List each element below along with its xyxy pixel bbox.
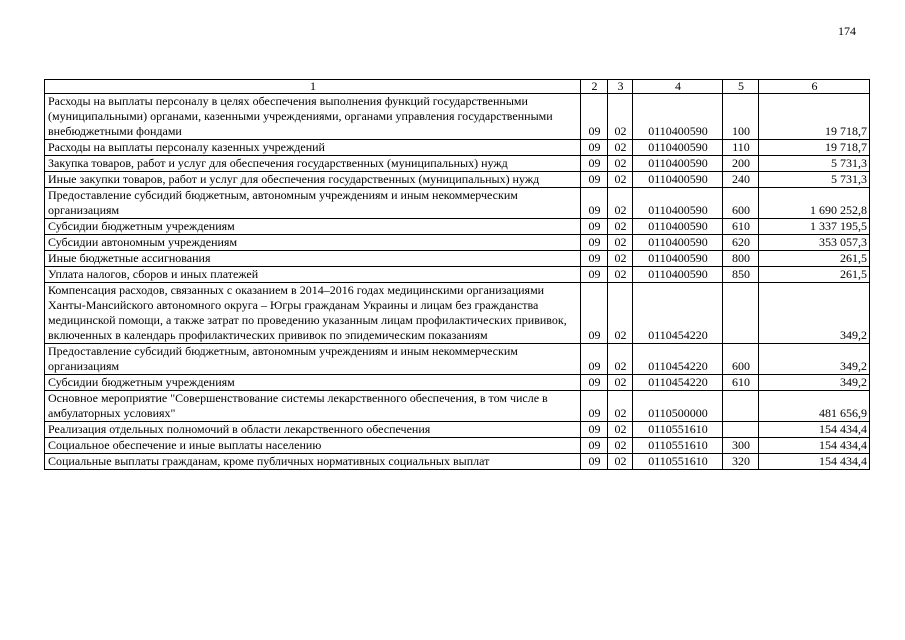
column-header: 5 xyxy=(723,80,759,94)
amount: 5 731,3 xyxy=(759,156,870,172)
amount: 19 718,7 xyxy=(759,94,870,140)
section-code: 09 xyxy=(581,172,608,188)
amount: 261,5 xyxy=(759,267,870,283)
section-code: 09 xyxy=(581,283,608,344)
table-row xyxy=(45,188,870,219)
subsection-code: 02 xyxy=(608,267,633,283)
target-article-code: 0110400590 xyxy=(633,188,723,219)
row-description: Закупка товаров, работ и услуг для обеспечения государственных (муниципальных) нужд xyxy=(45,156,581,172)
target-article-code: 0110500000 xyxy=(633,391,723,422)
expense-type-code: 850 xyxy=(723,267,759,283)
expense-type-code: 600 xyxy=(723,344,759,375)
table-row xyxy=(45,235,870,251)
target-article-code: 0110400590 xyxy=(633,156,723,172)
row-description: Расходы на выплаты персоналу в целях обеспечения выполнения функций государственными (муниципальными) органами, казенными учреждениями, органами управления государственными внебюджетными фондами xyxy=(45,94,581,140)
table-row xyxy=(45,391,870,422)
column-header: 6 xyxy=(759,80,870,94)
amount: 349,2 xyxy=(759,375,870,391)
expense-type-code: 600 xyxy=(723,188,759,219)
section-code: 09 xyxy=(581,251,608,267)
section-code: 09 xyxy=(581,454,608,470)
table-body xyxy=(45,94,870,470)
row-description: Иные закупки товаров, работ и услуг для обеспечения государственных (муниципальных) нужд xyxy=(45,172,581,188)
subsection-code: 02 xyxy=(608,283,633,344)
budget-table xyxy=(44,79,870,470)
section-code: 09 xyxy=(581,344,608,375)
row-description: Субсидии бюджетным учреждениям xyxy=(45,219,581,235)
amount: 349,2 xyxy=(759,344,870,375)
subsection-code: 02 xyxy=(608,391,633,422)
subsection-code: 02 xyxy=(608,140,633,156)
amount: 261,5 xyxy=(759,251,870,267)
expense-type-code: 200 xyxy=(723,156,759,172)
section-code: 09 xyxy=(581,219,608,235)
subsection-code: 02 xyxy=(608,156,633,172)
expense-type-code xyxy=(723,391,759,422)
amount: 353 057,3 xyxy=(759,235,870,251)
column-header: 1 xyxy=(45,80,581,94)
row-description: Социальное обеспечение и иные выплаты населению xyxy=(45,438,581,454)
subsection-code: 02 xyxy=(608,375,633,391)
table-row xyxy=(45,156,870,172)
subsection-code: 02 xyxy=(608,454,633,470)
amount: 1 337 195,5 xyxy=(759,219,870,235)
row-description: Расходы на выплаты персоналу казенных учреждений xyxy=(45,140,581,156)
section-code: 09 xyxy=(581,267,608,283)
table-row xyxy=(45,375,870,391)
section-code: 09 xyxy=(581,235,608,251)
column-number-row xyxy=(45,80,870,94)
expense-type-code: 110 xyxy=(723,140,759,156)
table-row xyxy=(45,283,870,344)
expense-type-code: 300 xyxy=(723,438,759,454)
table-row xyxy=(45,454,870,470)
row-description: Предоставление субсидий бюджетным, автономным учреждениям и иным некоммерческим организациям xyxy=(45,188,581,219)
expense-type-code xyxy=(723,283,759,344)
target-article-code: 0110551610 xyxy=(633,438,723,454)
target-article-code: 0110551610 xyxy=(633,422,723,438)
amount: 349,2 xyxy=(759,283,870,344)
row-description: Реализация отдельных полномочий в области лекарственного обеспечения xyxy=(45,422,581,438)
table-row xyxy=(45,140,870,156)
section-code: 09 xyxy=(581,188,608,219)
row-description: Уплата налогов, сборов и иных платежей xyxy=(45,267,581,283)
row-description: Предоставление субсидий бюджетным, автономным учреждениям и иным некоммерческим организациям xyxy=(45,344,581,375)
target-article-code: 0110454220 xyxy=(633,375,723,391)
target-article-code: 0110454220 xyxy=(633,344,723,375)
subsection-code: 02 xyxy=(608,219,633,235)
table-row xyxy=(45,94,870,140)
section-code: 09 xyxy=(581,94,608,140)
target-article-code: 0110400590 xyxy=(633,140,723,156)
target-article-code: 0110454220 xyxy=(633,283,723,344)
amount: 154 434,4 xyxy=(759,454,870,470)
table-row xyxy=(45,438,870,454)
amount: 19 718,7 xyxy=(759,140,870,156)
expense-type-code xyxy=(723,422,759,438)
table-row xyxy=(45,172,870,188)
amount: 1 690 252,8 xyxy=(759,188,870,219)
subsection-code: 02 xyxy=(608,344,633,375)
column-header: 4 xyxy=(633,80,723,94)
target-article-code: 0110400590 xyxy=(633,219,723,235)
row-description: Субсидии автономным учреждениям xyxy=(45,235,581,251)
section-code: 09 xyxy=(581,156,608,172)
target-article-code: 0110400590 xyxy=(633,94,723,140)
section-code: 09 xyxy=(581,140,608,156)
table-row xyxy=(45,251,870,267)
expense-type-code: 610 xyxy=(723,375,759,391)
subsection-code: 02 xyxy=(608,438,633,454)
target-article-code: 0110400590 xyxy=(633,267,723,283)
amount: 154 434,4 xyxy=(759,422,870,438)
column-header: 2 xyxy=(581,80,608,94)
row-description: Иные бюджетные ассигнования xyxy=(45,251,581,267)
subsection-code: 02 xyxy=(608,422,633,438)
amount: 481 656,9 xyxy=(759,391,870,422)
table-row xyxy=(45,219,870,235)
expense-type-code: 610 xyxy=(723,219,759,235)
subsection-code: 02 xyxy=(608,235,633,251)
column-header: 3 xyxy=(608,80,633,94)
row-description: Компенсация расходов, связанных с оказанием в 2014–2016 годах медицинскими организациями Ханты-Мансийского автономного округа – Югры гражданам Украины и лицам без гражданства медицинской помощи, а также затрат по проведению указанным лицам профилактических прививок, включенных в календарь профилактических прививок по эпидемическим показаниям xyxy=(45,283,581,344)
section-code: 09 xyxy=(581,422,608,438)
section-code: 09 xyxy=(581,375,608,391)
row-description: Субсидии бюджетным учреждениям xyxy=(45,375,581,391)
row-description: Социальные выплаты гражданам, кроме публичных нормативных социальных выплат xyxy=(45,454,581,470)
expense-type-code: 240 xyxy=(723,172,759,188)
expense-type-code: 100 xyxy=(723,94,759,140)
subsection-code: 02 xyxy=(608,172,633,188)
table-row xyxy=(45,267,870,283)
amount: 5 731,3 xyxy=(759,172,870,188)
table-row xyxy=(45,422,870,438)
page-number: 174 xyxy=(838,24,856,38)
subsection-code: 02 xyxy=(608,188,633,219)
section-code: 09 xyxy=(581,438,608,454)
expense-type-code: 320 xyxy=(723,454,759,470)
amount: 154 434,4 xyxy=(759,438,870,454)
table-row xyxy=(45,344,870,375)
expense-type-code: 620 xyxy=(723,235,759,251)
section-code: 09 xyxy=(581,391,608,422)
row-description: Основное мероприятие "Совершенствование системы лекарственного обеспечения, в том числе в амбулаторных условиях" xyxy=(45,391,581,422)
target-article-code: 0110400590 xyxy=(633,172,723,188)
subsection-code: 02 xyxy=(608,94,633,140)
expense-type-code: 800 xyxy=(723,251,759,267)
target-article-code: 0110400590 xyxy=(633,235,723,251)
target-article-code: 0110551610 xyxy=(633,454,723,470)
target-article-code: 0110400590 xyxy=(633,251,723,267)
subsection-code: 02 xyxy=(608,251,633,267)
